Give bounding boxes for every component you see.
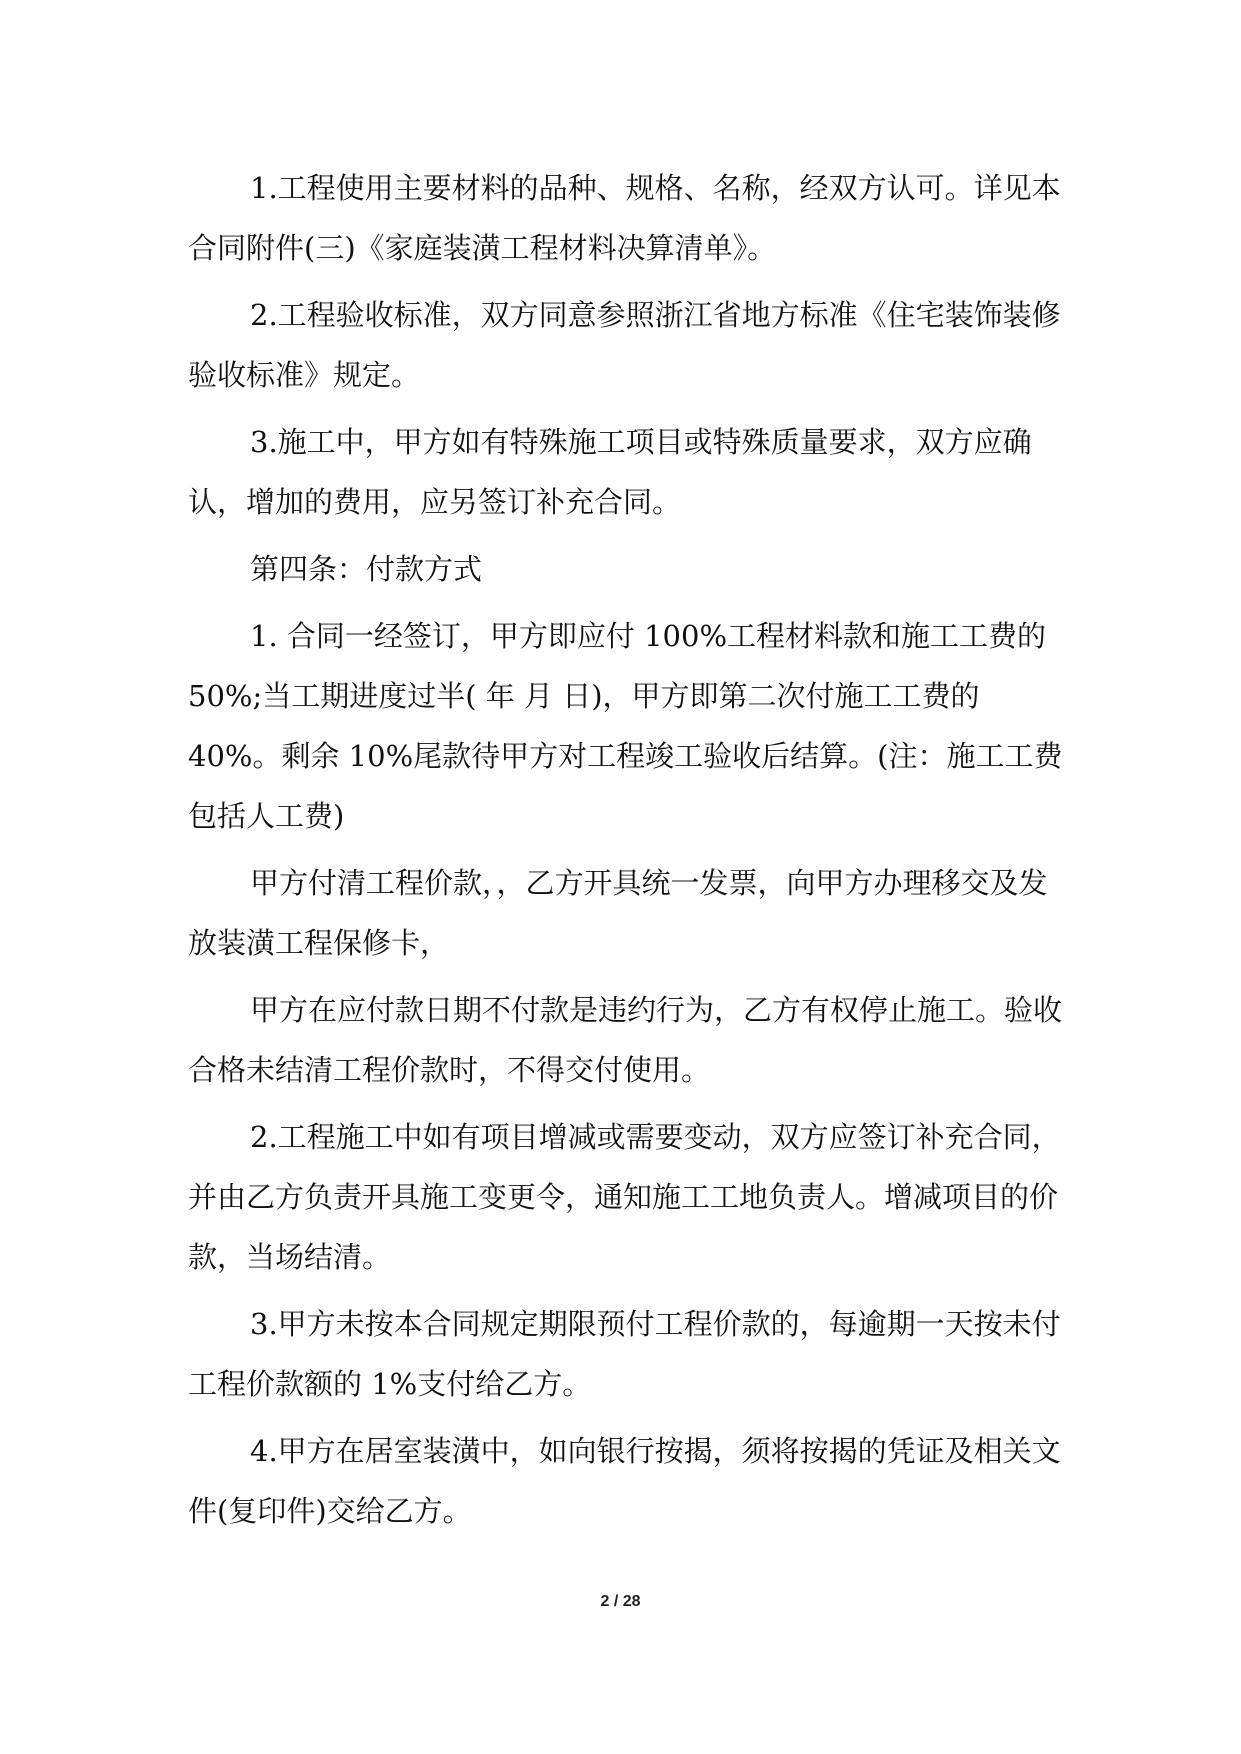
- clause-special-requirements: 3.施工中，甲方如有特殊施工项目或特殊质量要求，双方应确认，增加的费用，应另签订补充合同。: [188, 425, 1032, 519]
- clause-materials: 1.工程使用主要材料的品种、规格、名称，经双方认可。详见本合同附件(三)《家庭装潢工程材料决算清单》。: [188, 171, 1061, 265]
- clause-change-order: 2.工程施工中如有项目增减或需要变动，双方应签订补充合同，并由乙方负责开具施工变更令，通知施工工地负责人。增减项目的价款，当场结清。: [188, 1120, 1061, 1274]
- clause-overdue-penalty: 3.甲方未按本合同规定期限预付工程价款的，每逾期一天按未付工程价款额的 1%支付给乙方。: [188, 1307, 1061, 1401]
- contract-body: [188, 158, 1068, 1548]
- clause-payment-schedule: 1. 合同一经签订，甲方即应付 100%工程材料款和施工工费的 50%;当工期进度过半( 年 月 日)，甲方即第二次付施工工费的 40%。剩余 10%尾款待甲方对工程竣工验收后结算。(注：施工工费包括人工费): [188, 619, 1063, 833]
- clause-late-payment-breach: 甲方在应付款日期不付款是违约行为，乙方有权停止施工。验收合格未结清工程价款时，不得交付使用。: [188, 993, 1063, 1087]
- clause-acceptance-standard: 2.工程验收标准，双方同意参照浙江省地方标准《住宅装饰装修验收标准》规定。: [188, 298, 1061, 392]
- clause-invoice-handover: 甲方付清工程价款，，乙方开具统一发票，向甲方办理移交及发放装潢工程保修卡，: [188, 866, 1048, 960]
- page-number: 2 / 28: [600, 1593, 641, 1610]
- section-heading-payment: 第四条：付款方式: [250, 552, 483, 586]
- clause-mortgage-documents: 4.甲方在居室装潢中，如向银行按揭，须将按揭的凭证及相关文件(复印件)交给乙方。: [188, 1434, 1061, 1528]
